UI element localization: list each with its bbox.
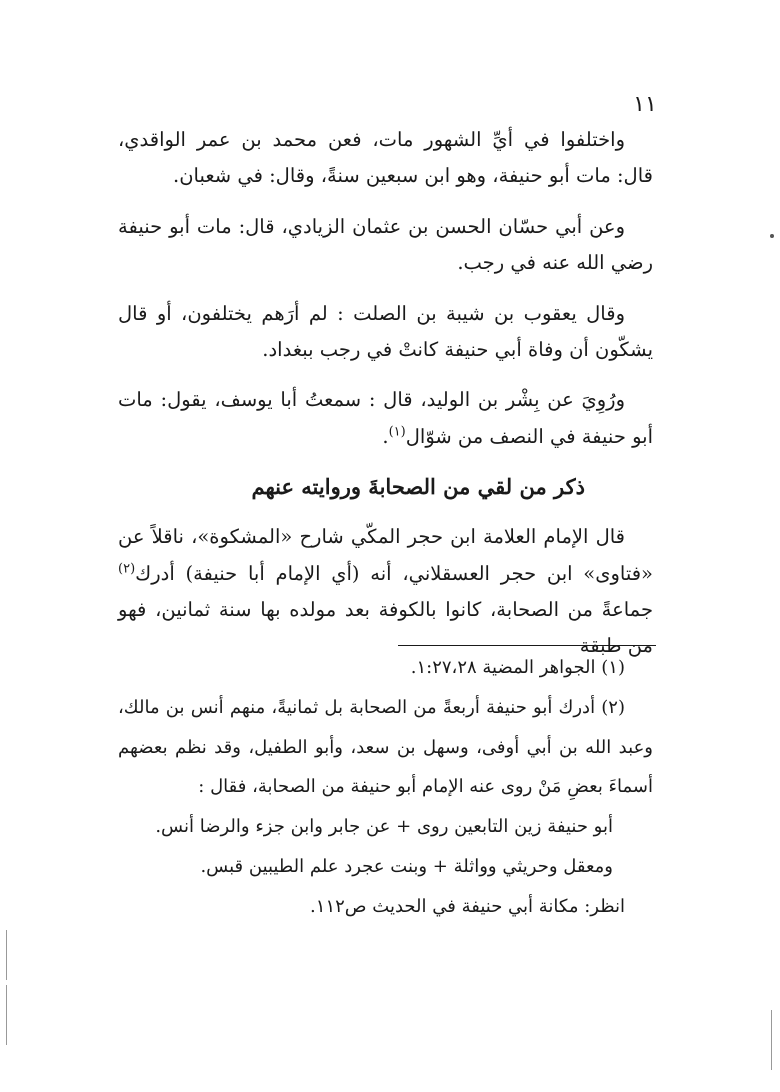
footnotes-section [118,648,653,927]
footnote-verse-1: أبو حنيفة زين التابعين روى + عن جابر وابن جزء والرضا أنس. [155,816,613,838]
paragraph-bishr-report [118,382,653,455]
page-number: ١١ [633,92,657,117]
footnote-ref-2[interactable]: (٢) [118,561,136,577]
paragraph-ibn-hajar-text-a: قال الإمام العلامة ابن حجر المكّي شارح «المشكوة»، ناقلاً عن «فتاوى» ابن حجر العسقلاني، أنه (أي الإمام أبا حنيفة) أدرك [118,525,653,585]
paragraph-ibn-hajar-text-b: جماعةً من الصحابة، كانوا بالكوفة بعد مولده بها سنة ثمانين، فهو من طبقة [118,598,653,658]
paragraph-death-month: واختلفوا في أيِّ الشهور مات، فعن محمد بن عمر الواقدي، قال: مات أبو حنيفة، وهو ابن سبعين سنةً، وقال: في شعبان. [118,128,653,188]
paragraph-bishr-end: . [382,424,389,448]
footnote-ref-1[interactable]: (١) [388,424,406,440]
footnote-divider [398,645,656,646]
section-heading: ذكر من لقي من الصحابةَ وروايته عنهم [251,474,585,500]
scan-mark-right [771,1010,772,1070]
footnote-verse-2: ومعقل وحريثي وواثلة + وبنت عجرد علم الطيبين قبس. [200,855,613,877]
main-text [118,122,653,665]
paragraph-ziyadi-report: وعن أبي حسّان الحسن بن عثمان الزيادي، قال: مات أبو حنيفة رضي الله عنه في رجب. [118,214,653,275]
footnote-2: (٢) أدرك أبو حنيفة أربعةً من الصحابة بل ثمانيةً، منهم أنس بن مالك، وعبد الله بن أبي أوفى، وسهل بن سعد، وأبو الطفيل، وقد نظم بعضهم أسماءَ بعضِ مَنْ روى عنه الإمام أبو حنيفة من الصحابة، فقال : [118,696,653,798]
paragraph-ibn-hajar [118,519,653,665]
footnote-reference: انظر: مكانة أبي حنيفة في الحديث ص١١٢. [310,895,625,917]
footnote-1: (١) الجواهر المضية ١:٢٧،٢٨. [410,657,625,678]
scan-mark-dot [770,234,774,238]
scan-mark-left-1 [6,930,7,980]
scan-mark-left-2 [6,985,7,1045]
paragraph-yaqub-report: وقال يعقوب بن شيبة بن الصلت : لم أرَهم يختلفون، أو قال يشكّون أن وفاة أبي حنيفة كانتْ في رجب ببغداد. [118,301,653,362]
paragraph-bishr-text: ورُوِيَ عن بِشْر بن الوليد، قال : سمعتُ أبا يوسف، يقول: مات أبو حنيفة في النصف من شوّال [118,388,653,448]
